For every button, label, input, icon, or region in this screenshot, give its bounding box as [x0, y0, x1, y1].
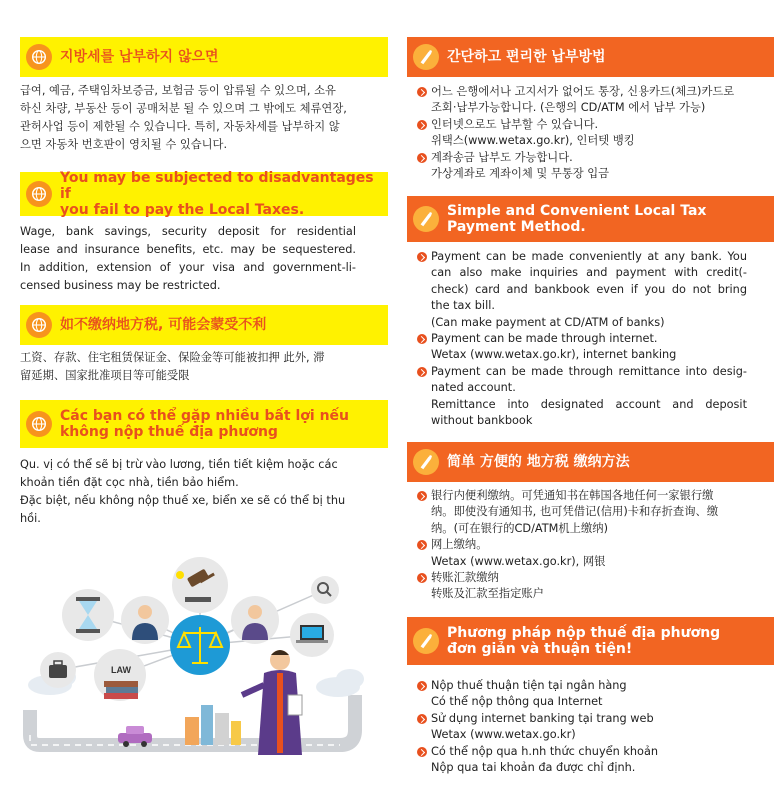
list-item: Payment can be made through remittance into desig- nated account. Remittance into designated account and deposit without bankbook	[417, 364, 747, 430]
check-bullet-icon	[417, 153, 427, 163]
gavel-bubble	[172, 557, 228, 613]
globe-icon	[26, 312, 52, 338]
korean-method-list	[417, 84, 767, 182]
chinese-method-list	[417, 488, 767, 603]
cloud-right	[316, 669, 364, 697]
list-item: 银行内便利缴纳。可凭通知书在韩国各地任何一家银行缴 纳。即使没有通知书, 也可凭借记(信用)卡和存折查询、缴 纳。(可在银行的CD/ATM机上缴纳)	[417, 488, 767, 537]
list-item: Sử dụng internet banking tại trang web Wetax (www.wetax.go.kr)	[417, 711, 767, 744]
pen-icon	[413, 449, 439, 475]
text-line: hồi.	[20, 512, 41, 525]
pen-icon	[413, 628, 439, 654]
laptop-icon	[296, 625, 328, 643]
list-item: Payment can be made through internet. Wetax (www.wetax.go.kr), internet banking	[417, 331, 747, 364]
text-line: lease and insurance benefits, etc. may be sequestered.	[20, 243, 356, 256]
check-bullet-icon	[417, 120, 427, 130]
check-bullet-icon	[417, 747, 427, 757]
text-line: 하신 차량, 부동산 등이 공매처분 될 수 있으며 그 밖에도 체류연장,	[20, 102, 347, 115]
vietnamese-method-list	[417, 678, 767, 776]
list-item: 인터넷으로도 납부할 수 있습니다. 위택스(www.wetax.go.kr), 인터텟 뱅킹	[417, 117, 767, 150]
law-label: LAW	[111, 665, 131, 675]
vietnamese-method-title: Phương pháp nộp thuế địa phương đơn giản và thuận tiện!	[447, 625, 721, 657]
check-bullet-icon	[417, 367, 427, 377]
list-item: Payment can be made conveniently at any bank. You can also make inquiries and payment with credit(- check) card and bankbook even if you do not bring the tax bill. (Can make payment at CD/ATM of banks)	[417, 249, 747, 331]
globe-icon	[26, 181, 52, 207]
check-bullet-icon	[417, 87, 427, 97]
korean-warning-body	[20, 82, 370, 154]
english-warning-body	[20, 223, 356, 295]
text-line: 工资、存款、住宅租赁保证金、保险金等可能被扣押 此外, 滞	[20, 351, 325, 364]
vietnamese-warning-header	[20, 400, 388, 448]
vietnamese-warning-title: Các bạn có thể gặp nhiều bất lợi nếu không nộp thuế địa phương	[60, 408, 350, 440]
check-bullet-icon	[417, 681, 427, 691]
chinese-method-header	[407, 442, 774, 482]
list-item: Nộp thuế thuận tiện tại ngân hàng Có thể nộp thông qua Internet	[417, 678, 767, 711]
magnifier-bubble	[311, 576, 339, 604]
korean-method-title: 간단하고 편리한 납부방법	[447, 49, 606, 65]
text-line: Wage, bank savings, security deposit for residential	[20, 225, 356, 238]
pen-icon	[413, 206, 439, 232]
text-line: censed business may be restricted.	[20, 279, 221, 292]
hourglass-bubble	[62, 589, 114, 641]
check-bullet-icon	[417, 334, 427, 344]
list-item: 转账汇款缴纳 转账及汇款至指定账户	[417, 570, 767, 603]
text-line: In addition, extension of your visa and government-li-	[20, 261, 356, 274]
text-line: 으면 자동차 번호판이 영치될 수 있습니다.	[20, 138, 228, 151]
text-line: 관허사업 등이 제한될 수 있습니다. 특히, 자동차세를 납부하지 않	[20, 120, 340, 133]
list-item: 계좌송금 납부도 가능합니다. 가상계좌로 계좌이체 및 무통장 입금	[417, 150, 767, 183]
check-bullet-icon	[417, 491, 427, 501]
check-bullet-icon	[417, 573, 427, 583]
text-line: Qu. vị có thể sẽ bị trừ vào lương, tiền tiết kiệm hoặc các	[20, 458, 338, 471]
globe-icon	[26, 44, 52, 70]
check-bullet-icon	[417, 714, 427, 724]
city-buildings	[185, 705, 241, 745]
pen-icon	[413, 44, 439, 70]
text-line: Đặc biệt, nếu không nộp thuế xe, biển xe sẽ có thể bị thu	[20, 494, 346, 507]
korean-method-header	[407, 37, 774, 77]
list-item: Có thể nộp qua h.nh thức chuyển khoản Nộp qua tai khoản đa được chỉ định.	[417, 744, 767, 777]
korean-warning-title: 지방세를 납부하지 않으면	[60, 49, 219, 65]
english-method-title: Simple and Convenient Local Tax Payment Method.	[447, 203, 707, 235]
chinese-warning-header	[20, 305, 388, 345]
globe-icon	[26, 411, 52, 437]
english-method-list	[417, 249, 747, 429]
list-item: 网上缴纳。 Wetax (www.wetax.go.kr), 网银	[417, 537, 767, 570]
english-method-header	[407, 196, 774, 242]
tax-law-illustration	[20, 545, 390, 795]
list-item: 어느 은행에서나 고지서가 없어도 통장, 신용카드(체크)카드로 조회·납부가능합니다. (은행의 CD/ATM 에서 납부 가능)	[417, 84, 767, 117]
text-line: 留延期、国家批准项目等可能受限	[20, 369, 190, 382]
vietnamese-warning-body	[20, 456, 370, 528]
english-warning-header	[20, 172, 388, 216]
check-bullet-icon	[417, 540, 427, 550]
text-line: 급여, 예금, 주택임차보증금, 보험금 등이 압류될 수 있으며, 소유	[20, 84, 336, 97]
chinese-warning-title: 如不缴纳地方税, 可能会蒙受不利	[60, 317, 267, 333]
chinese-method-title: 简单 方便的 地方税 缴纳方法	[447, 454, 630, 470]
spark-icon	[176, 571, 184, 579]
check-bullet-icon	[417, 252, 427, 262]
korean-warning-header	[20, 37, 388, 77]
vietnamese-method-header	[407, 617, 774, 665]
english-warning-title: You may be subjected to disadvantages if you fail to pay the Local Taxes.	[60, 170, 374, 218]
text-line: khoản tiền đặt cọc nhà, tiền bảo hiểm.	[20, 476, 239, 489]
chinese-warning-body	[20, 349, 370, 385]
